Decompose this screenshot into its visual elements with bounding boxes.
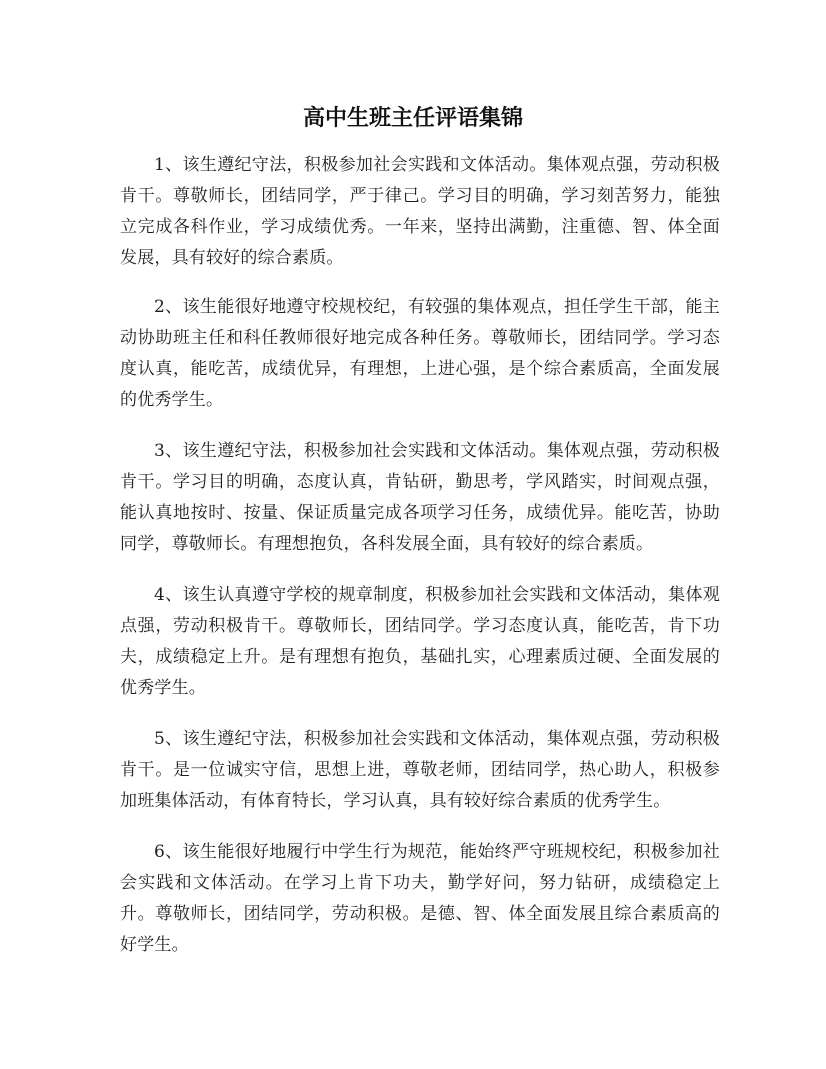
comment-paragraph-3: 3、该生遵纪守法，积极参加社会实践和文体活动。集体观点强，劳动积极肯干。学习目的明确，态度认真，肯钻研，勤思考，学风踏实，时间观点强，能认真地按时、按量、保证质量完成各项学习任务，成绩优异。能吃苦，协助同学，尊敬师长。有理想抱负，各科发展全面，具有较好的综合素质。 xyxy=(120,441,720,554)
comment-paragraph-5: 5、该生遵纪守法，积极参加社会实践和文体活动，集体观点强，劳动积极肯干。是一位诚实守信，思想上进，尊敬老师，团结同学，热心助人，积极参加班集体活动，有体育特长，学习认真，具有较好综合素质的优秀学生。 xyxy=(120,729,720,811)
comment-paragraph-1: 1、该生遵纪守法，积极参加社会实践和文体活动。集体观点强，劳动积极肯干。尊敬师长，团结同学，严于律己。学习目的明确，学习刻苦努力，能独立完成各科作业，学习成绩优秀。一年来，坚持出满勤，注重德、智、体全面发展，具有较好的综合素质。 xyxy=(120,155,720,268)
comment-paragraph-4: 4、该生认真遵守学校的规章制度，积极参加社会实践和文体活动，集体观点强，劳动积极肯干。尊敬师长，团结同学。学习态度认真，能吃苦，肯下功夫，成绩稳定上升。是有理想有抱负，基础扎实，心理素质过硬、全面发展的优秀学生。 xyxy=(120,585,720,698)
comment-paragraph-6: 6、该生能很好地履行中学生行为规范，能始终严守班规校纪，积极参加社会实践和文体活动。在学习上肯下功夫，勤学好问，努力钻研，成绩稳定上升。尊敬师长，团结同学，劳动积极。是德、智、体全面发展且综合素质高的好学生。 xyxy=(120,842,720,955)
document-title: 高中生班主任评语集锦 xyxy=(302,106,523,131)
document-body xyxy=(120,150,720,981)
comment-paragraph-2: 2、该生能很好地遵守校规校纪，有较强的集体观点，担任学生干部，能主动协助班主任和科任教师很好地完成各种任务。尊敬师长，团结同学。学习态度认真，能吃苦，成绩优异，有理想，上进心强，是个综合素质高，全面发展的优秀学生。 xyxy=(120,297,720,410)
